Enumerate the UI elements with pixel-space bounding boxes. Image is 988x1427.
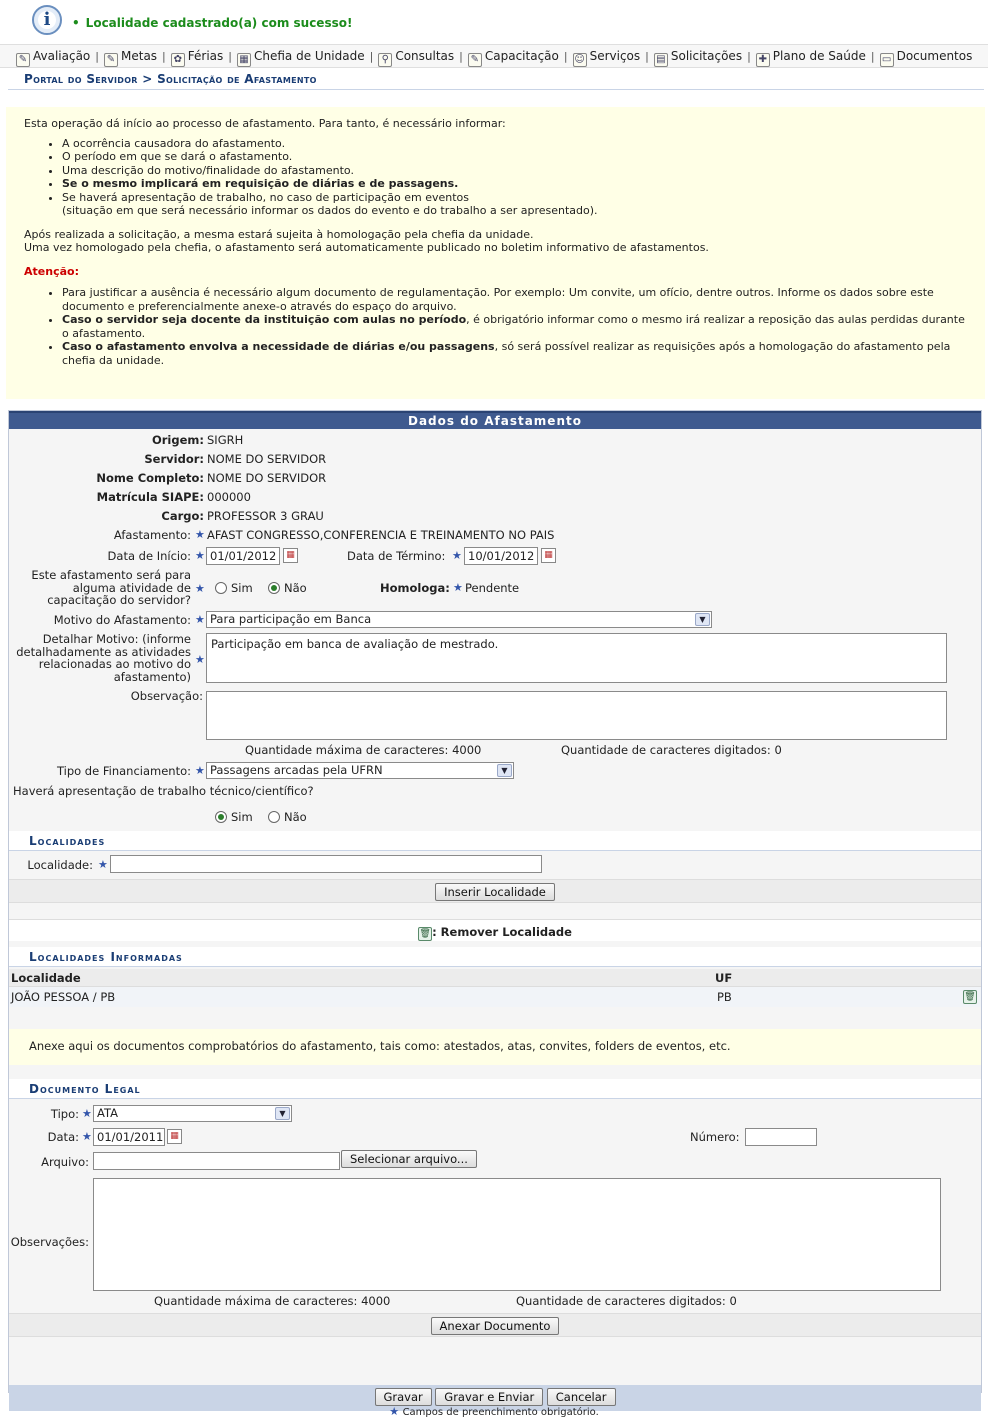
menu-item-label: Capacitação xyxy=(484,49,559,63)
cell-uf: PB xyxy=(717,990,732,1004)
trabalho-radio-nao[interactable] xyxy=(268,810,307,824)
capacitacao-radio-nao[interactable] xyxy=(268,581,307,595)
required-star-icon: ★ xyxy=(195,613,205,626)
intro-after-1: Após realizada a solicitação, a mesma estará sujeita à homologação pela chefia da unidade. xyxy=(24,227,534,241)
radio-label: Sim xyxy=(231,581,253,595)
nome-label: Nome Completo: xyxy=(96,471,204,485)
chevron-down-icon: ▼ xyxy=(275,1107,290,1120)
list-item xyxy=(62,340,967,367)
select-file-button[interactable]: Selecionar arquivo... xyxy=(341,1150,477,1168)
end-date-input[interactable]: 10/01/2012 xyxy=(464,547,538,565)
localidade-label: Localidade: xyxy=(27,858,93,872)
chevron-down-icon: ▼ xyxy=(497,764,512,777)
arquivo-label: Arquivo: xyxy=(41,1155,89,1169)
anexo-hint: Anexe aqui os documentos comprobatórios do afastamento, tais como: atestados, atas, convites, folders de eventos, etc. xyxy=(9,1029,981,1065)
termino-label: Data de Término: xyxy=(347,549,446,563)
services-icon: ☺ xyxy=(574,54,585,65)
menu-separator: | xyxy=(459,50,463,63)
goals-icon: ✎ xyxy=(104,53,118,67)
breadcrumb-divider xyxy=(8,89,984,90)
start-date-input[interactable]: 01/01/2012 xyxy=(206,547,280,565)
numero-label: Número: xyxy=(690,1130,740,1144)
capacitacao-radio-sim[interactable] xyxy=(215,581,253,595)
observacoes-textarea[interactable] xyxy=(93,1178,941,1291)
afastamento-label: Afastamento: xyxy=(113,528,191,542)
menu-separator: | xyxy=(870,50,875,63)
typed-chars-note: Quantidade de caracteres digitados: 0 xyxy=(561,743,782,757)
typed-chars-note: Quantidade de caracteres digitados: 0 xyxy=(516,1294,737,1308)
required-star-icon: ★ xyxy=(195,653,205,666)
menu-item-label: Documentos xyxy=(896,49,973,63)
gravar-button[interactable]: Gravar xyxy=(375,1388,432,1406)
menu-item-label: Consultas xyxy=(395,49,455,63)
afastamento-value: AFAST CONGRESSO,CONFERENCIA E TREINAMENTO NO PAIS xyxy=(207,528,555,542)
inicio-label: Data de Início: xyxy=(107,549,191,563)
radio-label: Sim xyxy=(231,810,253,824)
required-star-icon: ★ xyxy=(82,1107,92,1120)
attention-heading: Atenção: xyxy=(24,264,79,278)
top-menu xyxy=(0,44,988,68)
gravar-enviar-button[interactable]: Gravar e Enviar xyxy=(435,1388,543,1406)
financiamento-select[interactable] xyxy=(206,762,514,779)
financiamento-selected: Passagens arcadas pela UFRN xyxy=(210,763,383,777)
trash-icon: 🗑 xyxy=(419,929,431,939)
trabalho-label: Haverá apresentação de trabalho técnico/científico? xyxy=(13,784,314,798)
required-star-icon: ★ xyxy=(389,1405,403,1418)
servidor-value: NOME DO SERVIDOR xyxy=(207,452,327,466)
list-item-bold: Caso o afastamento envolva a necessidade de diárias e/ou passagens xyxy=(62,340,495,353)
col-uf: UF xyxy=(715,971,733,985)
tipo-label: Tipo: xyxy=(50,1107,79,1121)
radio-label: Não xyxy=(284,581,307,595)
required-legend xyxy=(0,1405,988,1418)
col-localidade: Localidade xyxy=(11,971,81,985)
menu-item-label: Solicitações xyxy=(670,49,743,63)
homologa-value: Pendente xyxy=(465,581,520,595)
max-chars-note: Quantidade máxima de caracteres: 4000 xyxy=(154,1294,391,1308)
cell-localidade: JOÃO PESSOA / PB xyxy=(11,990,116,1004)
menu-separator: | xyxy=(95,50,99,63)
menu-separator: | xyxy=(563,50,568,63)
health-plan-icon: ✚ xyxy=(756,53,770,67)
menu-item-label: Avaliação xyxy=(33,49,91,63)
numero-input[interactable] xyxy=(745,1128,817,1146)
observacoes-label: Observações: xyxy=(10,1235,89,1249)
localidades-heading: Localidades xyxy=(9,831,981,851)
remove-legend-text: : Remover Localidade xyxy=(432,925,572,939)
nome-value: NOME DO SERVIDOR xyxy=(207,471,327,485)
matricula-value: 000000 xyxy=(207,490,251,504)
info-icon: i xyxy=(32,5,62,35)
origem-value: SIGRH xyxy=(207,433,244,447)
radio-selected-icon[interactable] xyxy=(215,811,227,823)
motivo-label: Motivo do Afastamento: xyxy=(53,613,191,627)
list-item xyxy=(62,191,967,218)
list-item-bold: Caso o servidor seja docente da instituição com aulas no período xyxy=(62,313,467,326)
menu-item-vacation[interactable] xyxy=(167,45,228,67)
intro-list xyxy=(62,137,967,218)
intro-lead: Esta operação dá início ao processo de afastamento. Para tanto, é necessário informar: xyxy=(24,117,506,130)
insert-localidade-button[interactable]: Inserir Localidade xyxy=(435,883,555,901)
requests-icon: ▤ xyxy=(654,53,668,67)
observacao-textarea[interactable] xyxy=(206,691,947,740)
max-chars-note: Quantidade máxima de caracteres: 4000 xyxy=(245,743,482,757)
panel-body xyxy=(9,429,981,1404)
list-item-text: , é obrigatório informar como o mesmo irá realizar a reposição das aulas perdidas durante o afastamento. xyxy=(62,313,965,340)
documento-heading: Documento Legal xyxy=(9,1079,981,1099)
instructions-box xyxy=(6,107,985,399)
menu-item-services[interactable] xyxy=(569,45,645,67)
menu-item-documents[interactable] xyxy=(876,45,977,67)
required-star-icon: ★ xyxy=(195,549,205,562)
motivo-selected: Para participação em Banca xyxy=(210,612,372,626)
radio-icon[interactable] xyxy=(268,811,280,823)
menu-item-training[interactable] xyxy=(464,45,563,67)
list-item-text: , só será possível realizar as requisições após a homologação do afastamento pela chefia da unidade. xyxy=(62,340,951,367)
trabalho-radio-sim[interactable] xyxy=(215,810,253,824)
calendar-icon[interactable]: ▦ xyxy=(283,548,298,563)
required-legend-text: Campos de preenchimento obrigatório. xyxy=(402,1407,599,1418)
leave-form-panel xyxy=(8,410,982,1404)
cargo-value: PROFESSOR 3 GRAU xyxy=(207,509,324,523)
document-date-input[interactable]: 01/01/2011 xyxy=(93,1128,165,1146)
localidade-input[interactable] xyxy=(110,855,542,873)
intro-after-2: Uma vez homologado pela chefia, o afastamento será automaticamente publicado no boletim informativo de afastamentos. xyxy=(24,241,709,254)
insert-bar xyxy=(9,879,981,903)
list-item xyxy=(62,286,967,313)
required-star-icon: ★ xyxy=(452,549,462,562)
calendar-icon[interactable]: ▦ xyxy=(167,1129,182,1144)
menu-item-unit-head[interactable] xyxy=(233,45,369,67)
panel-title: Dados do Afastamento xyxy=(9,411,981,429)
chevron-down-icon: ▼ xyxy=(695,613,710,626)
required-star-icon: ★ xyxy=(195,582,205,595)
tipo-select[interactable] xyxy=(93,1105,292,1122)
anexar-documento-button[interactable]: Anexar Documento xyxy=(431,1317,560,1335)
menu-separator: | xyxy=(228,50,232,63)
unit-head-icon: ▦ xyxy=(237,53,251,67)
menu-separator: | xyxy=(369,50,374,63)
list-item: • Uma descrição do motivo/finalidade do afastamento. xyxy=(62,164,967,178)
anexar-bar xyxy=(9,1313,981,1337)
detalhar-textarea[interactable]: Participação em banca de avaliação de mestrado. xyxy=(206,633,947,683)
evaluation-icon: ✎ xyxy=(16,53,30,67)
localidades-informadas-heading: Localidades Informadas xyxy=(9,947,981,967)
menu-item-evaluation[interactable] xyxy=(12,45,94,67)
search-icon: ⚲ xyxy=(378,53,392,67)
required-star-icon: ★ xyxy=(82,1130,92,1143)
table-header xyxy=(9,969,981,987)
financiamento-label: Tipo de Financiamento: xyxy=(56,764,191,778)
menu-item-health-plan[interactable] xyxy=(752,45,870,67)
data-label: Data: xyxy=(47,1130,79,1144)
radio-label: Não xyxy=(284,810,307,824)
list-item xyxy=(62,313,967,340)
menu-separator: | xyxy=(162,50,166,63)
detalhar-label: Detalhar Motivo: (informe detalhadamente as atividades relacionadas ao motivo do afastamento) xyxy=(16,632,191,684)
origem-label: Origem: xyxy=(151,433,204,447)
breadcrumb: Portal do Servidor > Solicitação de Afastamento xyxy=(24,72,317,86)
cancelar-button[interactable]: Cancelar xyxy=(547,1388,616,1406)
required-star-icon: ★ xyxy=(195,528,205,541)
homologa-label: Homologa: xyxy=(380,581,450,595)
list-item: • Se o mesmo implicará em requisição de diárias e de passagens. xyxy=(62,177,967,191)
list-item-text: Para justificar a ausência é necessário algum documento de regulamentação. Por exemplo: Um convite, um ofício, dentre outros. Informe os dados sobre este documento e preferencialmente anexe-o através do espaço do arquivo. xyxy=(62,286,934,313)
remove-localidade-icon[interactable]: 🗑 xyxy=(964,992,976,1002)
training-icon: ✎ xyxy=(468,53,482,67)
radio-selected-icon[interactable] xyxy=(268,582,280,594)
list-item: • A ocorrência causadora do afastamento. xyxy=(62,137,967,151)
menu-item-label: Férias xyxy=(187,49,224,63)
list-item-text: Se haverá apresentação de trabalho, no caso de participação em eventos xyxy=(62,190,470,204)
menu-item-requests[interactable] xyxy=(650,45,746,67)
calendar-icon[interactable]: ▦ xyxy=(541,548,556,563)
success-message: • Localidade cadastrado(a) com sucesso! xyxy=(72,16,352,30)
servidor-label: Servidor: xyxy=(144,452,204,466)
arquivo-input[interactable] xyxy=(93,1152,340,1170)
table-row xyxy=(9,987,981,1007)
menu-separator: | xyxy=(645,50,649,63)
tipo-selected: ATA xyxy=(97,1106,118,1120)
matricula-label: Matrícula SIAPE: xyxy=(96,490,204,504)
vacation-icon: ✿ xyxy=(171,53,185,67)
menu-item-search[interactable] xyxy=(374,45,458,67)
required-star-icon: ★ xyxy=(453,581,463,594)
list-item: • O período em que se dará o afastamento. xyxy=(62,150,967,164)
observacao-label: Observação: xyxy=(130,689,203,703)
documents-icon: ▭ xyxy=(880,53,894,67)
message-bar xyxy=(0,0,988,44)
required-star-icon: ★ xyxy=(195,764,205,777)
attention-list xyxy=(62,286,967,367)
menu-item-label: Metas xyxy=(121,49,158,63)
radio-icon[interactable] xyxy=(215,582,227,594)
menu-item-label: Plano de Saúde xyxy=(772,49,866,63)
capacitacao-label: Este afastamento será para alguma atividade de capacitação do servidor? xyxy=(31,568,191,607)
remove-legend xyxy=(9,919,981,941)
menu-separator: | xyxy=(747,50,751,63)
motivo-select[interactable] xyxy=(206,611,712,628)
menu-item-goals[interactable] xyxy=(100,45,161,67)
required-star-icon: ★ xyxy=(98,858,108,871)
cargo-label: Cargo: xyxy=(161,509,204,523)
menu-item-label: Serviços xyxy=(589,49,641,63)
list-item-text: (situação em que será necessário informar os dados do evento e do trabalho a ser apresentado). xyxy=(62,204,598,217)
menu-item-label: Chefia de Unidade xyxy=(254,49,365,63)
